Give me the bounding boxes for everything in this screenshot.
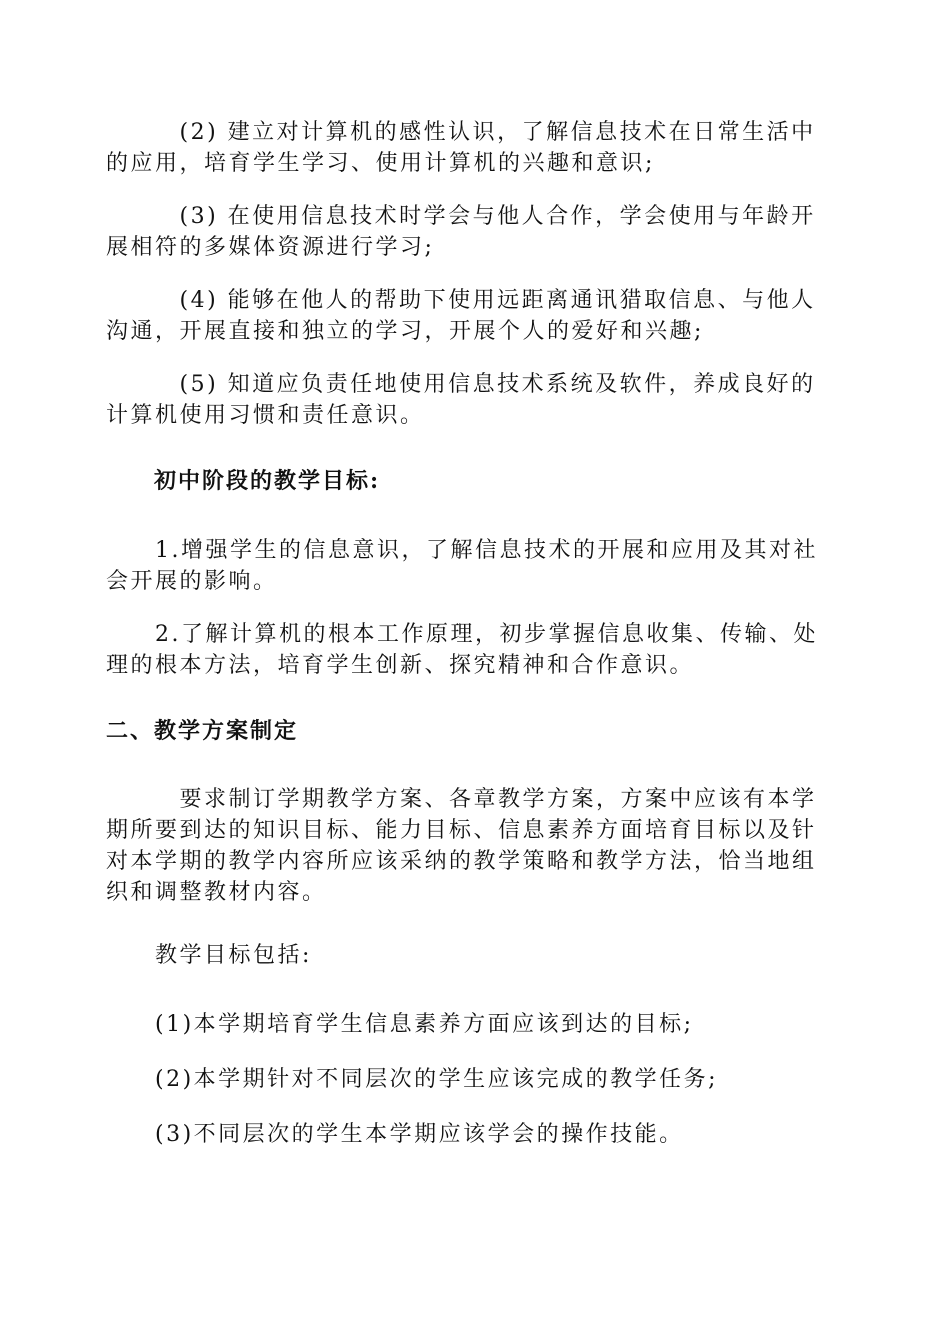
text-line: (3)不同层次的学生本学期应该学会的操作技能。 [106,1122,684,1147]
text-line: 1.增强学生的信息意识，了解信息技术的开展和应用及其对社 [106,538,818,563]
text-line: 期所要到达的知识目标、能力目标、信息素养方面培育目标以及针 [106,818,817,843]
paragraph-goal-4 [106,285,842,347]
text-line: (4) 能够在他人的帮助下使用远距离通讯猎取信息、与他人 [106,288,816,313]
paragraph-goal-5 [106,369,842,431]
goal-item-1 [106,1009,842,1040]
paragraph-goal-3 [106,201,842,263]
text-line: 计算机使用习惯和责任意识。 [106,403,425,428]
text-line: 教学目标包括: [106,943,312,968]
text-line: 的应用，培育学生学习、使用计算机的兴趣和意识; [106,151,655,176]
text-line: 理的根本方法，培育学生创新、探究精神和合作意识。 [106,653,695,678]
text-line: 展相符的多媒体资源进行学习; [106,235,435,260]
heading-text: 初中阶段的教学目标: [106,468,381,494]
junior-heading [106,466,842,497]
text-line: 会开展的影响。 [106,569,278,594]
text-line: 对本学期的教学内容所应该采纳的教学策略和教学方法，恰当地组 [106,849,817,874]
text-line: 沟通，开展直接和独立的学习，开展个人的爱好和兴趣; [106,319,704,344]
goals-intro [106,940,842,971]
junior-item-2 [106,619,842,681]
text-line: 2.了解计算机的根本工作原理，初步掌握信息收集、传输、处 [106,622,818,647]
section-heading [106,716,842,747]
text-line: 织和调整教材内容。 [106,880,327,905]
paragraph-goal-2 [106,117,842,179]
junior-item-1 [106,535,842,597]
goal-item-3 [106,1119,842,1150]
text-line: 要求制订学期教学方案、各章教学方案，方案中应该有本学 [106,787,817,812]
text-line: (5) 知道应负责任地使用信息技术系统及软件，养成良好的 [106,372,816,397]
text-line: (3) 在使用信息技术时学会与他人合作，学会使用与年龄开 [106,204,816,229]
text-line: (2) 建立对计算机的感性认识，了解信息技术在日常生活中 [106,120,816,145]
text-line: (2)本学期针对不同层次的学生应该完成的教学任务; [106,1067,719,1092]
goal-item-2 [106,1064,842,1095]
text-line: (1)本学期培育学生信息素养方面应该到达的目标; [106,1012,694,1037]
plan-paragraph [106,784,842,908]
heading-text: 二、教学方案制定 [106,718,299,744]
